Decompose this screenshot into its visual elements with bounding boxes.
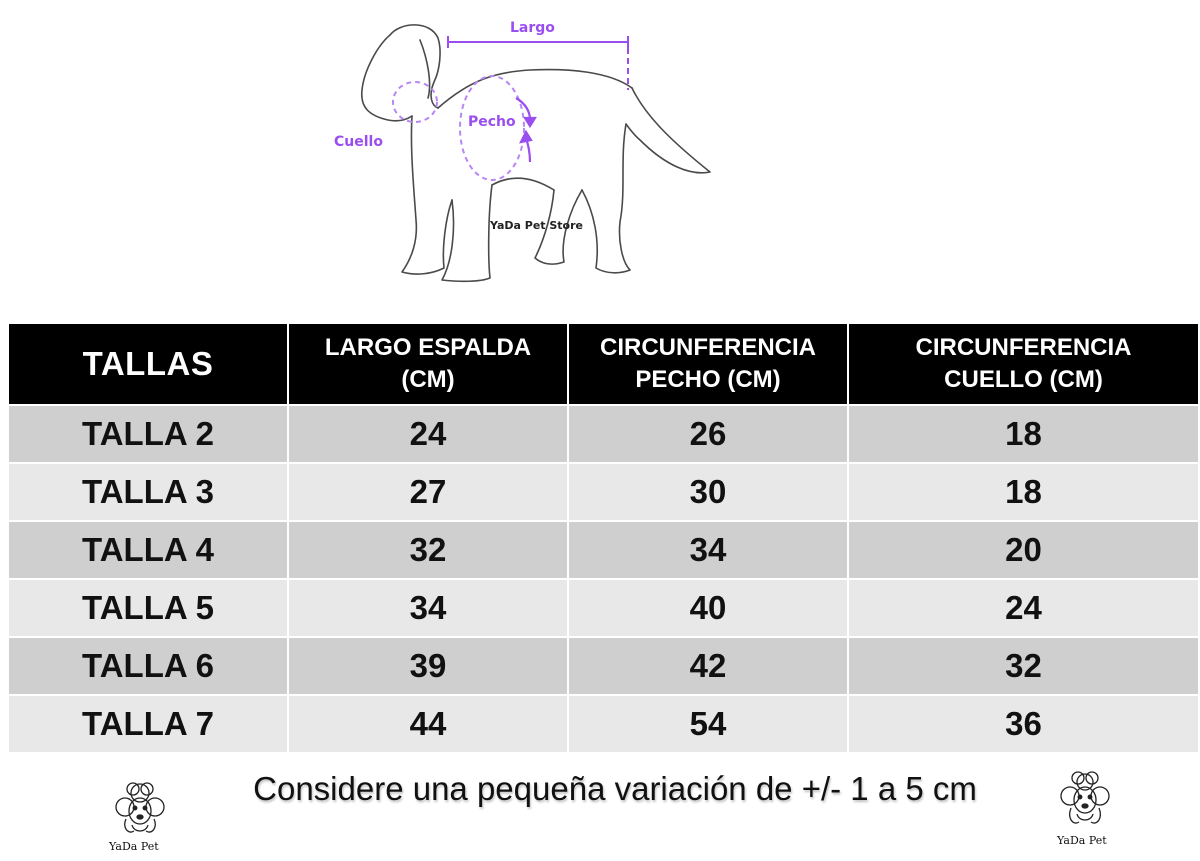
header-chest [568,323,848,405]
store-label: YaDa Pet Store [490,219,583,232]
header-line: CIRCUNFERENCIA [915,334,1132,361]
back-length-cell: 24 [288,405,568,463]
table-row [8,695,1199,753]
header-neck [848,323,1199,405]
back-length-cell: 34 [288,579,568,637]
table-row [8,637,1199,695]
size-cell: TALLA 7 [8,695,288,753]
variation-note: Considere una pequeña variación de +/- 1 a 5 cm [253,770,977,807]
chest-cell: 26 [568,405,848,463]
size-cell: TALLA 2 [8,405,288,463]
table-row [8,405,1199,463]
header-back-length [288,323,568,405]
logo-text: YaDa Pet [109,840,159,853]
neck-cell: 18 [848,463,1199,521]
logo-text: YaDa Pet [1057,834,1107,847]
chest-arrows-icon [516,98,535,162]
table-row [8,579,1199,637]
chest-cell: 30 [568,463,848,521]
back-length-cell: 32 [288,521,568,579]
table-row [8,463,1199,521]
dog-outline-icon [362,25,710,281]
neck-cell: 18 [848,405,1199,463]
header-line: CIRCUNFERENCIA [600,334,816,361]
length-label: Largo [510,20,555,36]
chest-cell: 54 [568,695,848,753]
measurement-diagram [320,0,740,315]
neck-cell: 20 [848,521,1199,579]
size-cell: TALLA 6 [8,637,288,695]
back-length-cell: 44 [288,695,568,753]
size-cell: TALLA 5 [8,579,288,637]
table-header-row [8,323,1199,405]
table-row [8,521,1199,579]
brand-logo-left [100,775,180,855]
brand-logo-right [1045,768,1125,848]
poodle-icon [1045,768,1125,848]
poodle-icon [100,775,180,855]
header-line: (CM) [401,366,455,393]
back-length-cell: 27 [288,463,568,521]
size-table [7,322,1200,754]
header-sizes [8,323,288,405]
header-sizes-label: TALLAS [82,345,214,382]
header-line: PECHO (CM) [635,366,781,393]
neck-cell: 32 [848,637,1199,695]
neck-measure-icon [393,82,437,122]
size-cell: TALLA 4 [8,521,288,579]
header-line: LARGO ESPALDA [324,334,532,361]
neck-cell: 36 [848,695,1199,753]
back-length-cell: 39 [288,637,568,695]
header-line: CUELLO (CM) [944,366,1103,393]
chest-label: Pecho [468,114,516,130]
chest-cell: 40 [568,579,848,637]
size-cell: TALLA 3 [8,463,288,521]
neck-cell: 24 [848,579,1199,637]
chest-cell: 42 [568,637,848,695]
chest-cell: 34 [568,521,848,579]
neck-label: Cuello [334,134,383,150]
